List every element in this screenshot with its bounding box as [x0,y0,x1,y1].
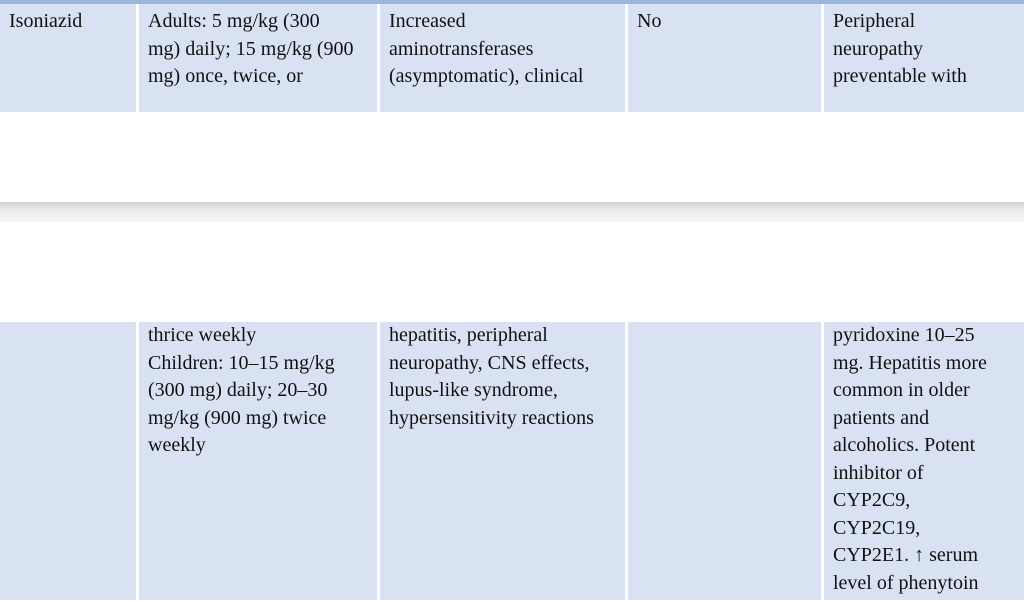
comments-cell: Peripheral neuropathy preventable with [824,4,1024,112]
comments-cell-continued: pyridoxine 10–25 mg. Hepatitis more common in older patients and alcoholics. Potent inhibitor of CYP2C9, CYP2C19, CYP2E1. ↑ serum level of phenytoin [824,322,1024,600]
dosage-cell-continued: thrice weekly Children: 10–15 mg/kg (300 mg) daily; 20–30 mg/kg (900 mg) twice weekly [139,322,377,600]
page-break-divider [0,202,1024,222]
dosage-cell: Adults: 5 mg/kg (300 mg) daily; 15 mg/kg (900 mg) once, twice, or [139,4,377,112]
adverse-effects-cell: Increased aminotransferases (asymptomatic), clinical [380,4,625,112]
column-4-cell-continued [628,322,821,600]
adverse-effects-cell-continued: hepatitis, peripheral neuropathy, CNS effects, lupus-like syndrome, hypersensitivity reactions [380,322,625,600]
drug-name-cell: Isoniazid [0,4,136,112]
table-row-bottom [0,322,1024,600]
column-4-cell: No [628,4,821,112]
table-row-top [0,0,1024,112]
drug-name-cell-continued [0,322,136,600]
